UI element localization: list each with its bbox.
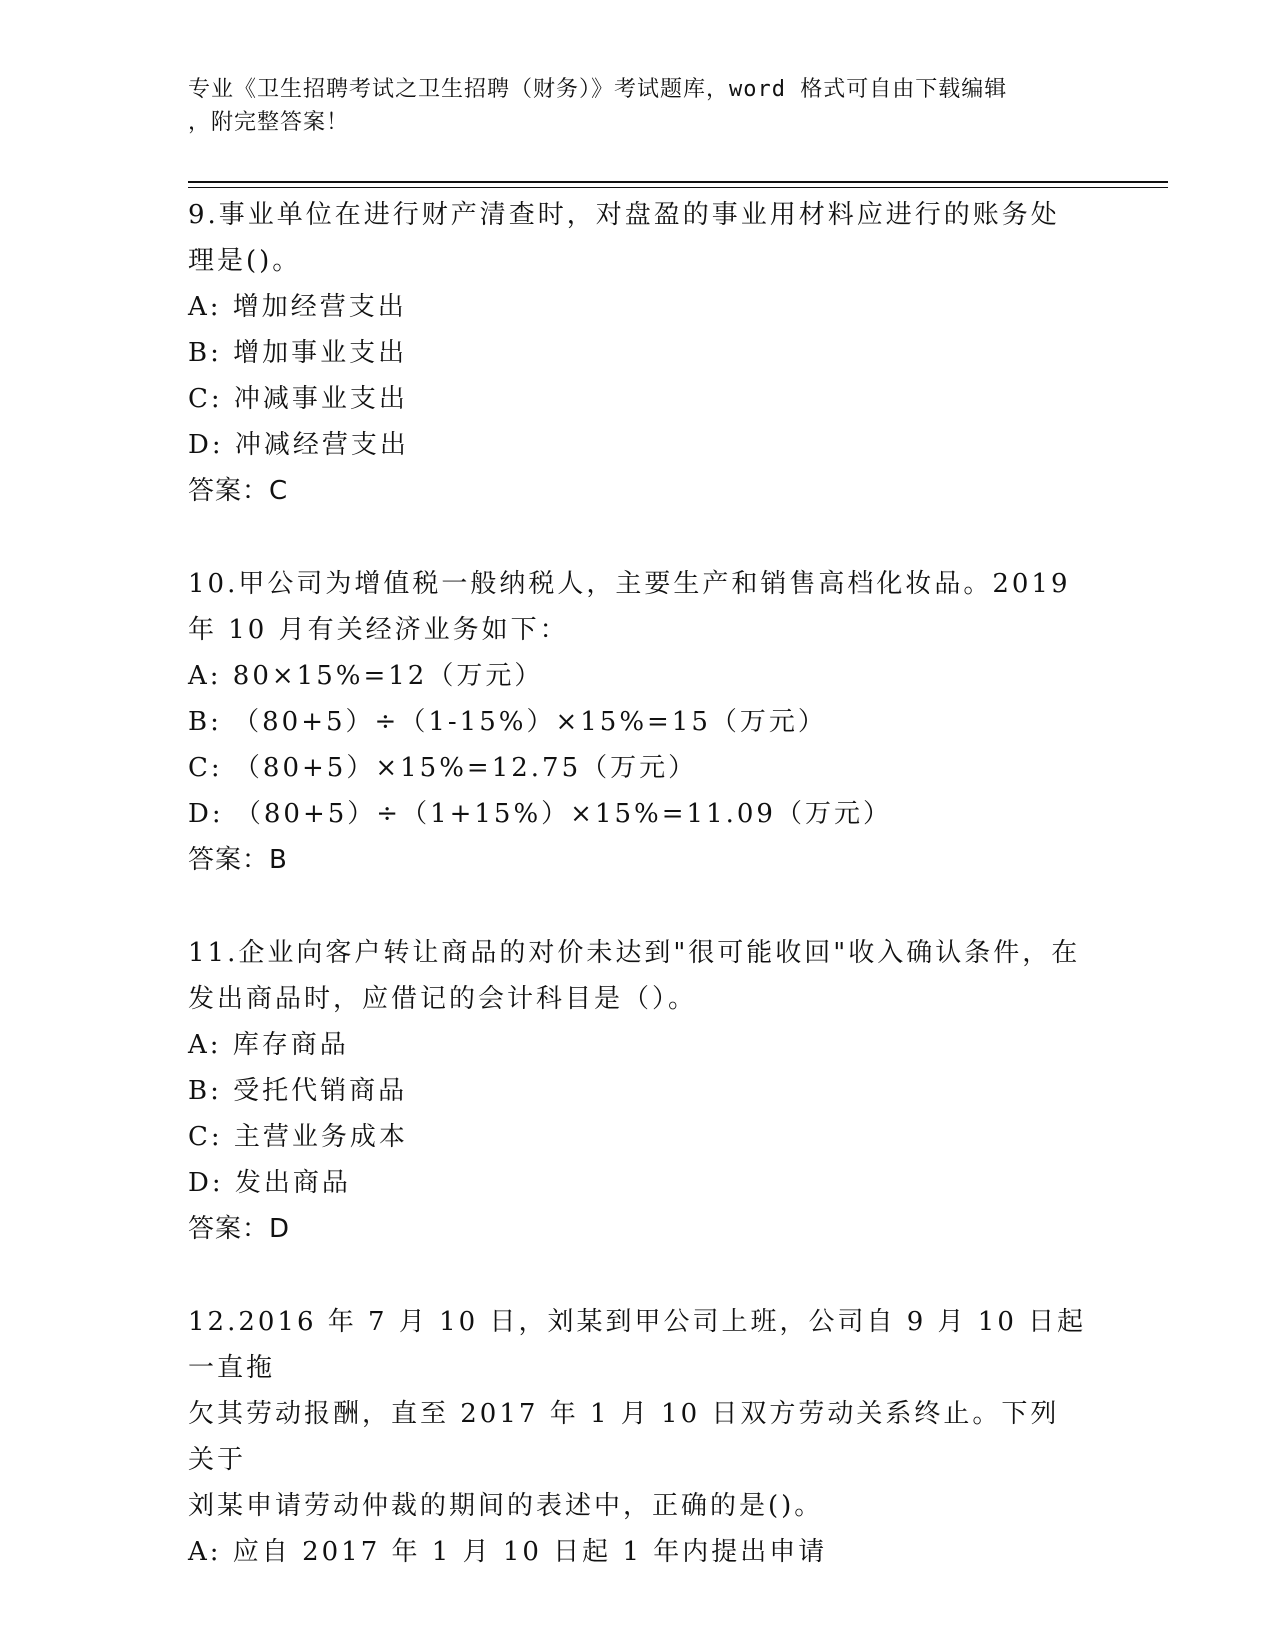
option-c: C: 主营业务成本 bbox=[188, 1122, 408, 1152]
answer-line: 答案：C bbox=[188, 476, 289, 506]
question-stem-line: 12.2016 年 7 月 10 日，刘某到甲公司上班，公司自 9 月 10 日起一直拖 bbox=[188, 1307, 1087, 1383]
option-a: A: 80×15%=12（万元） bbox=[188, 661, 544, 691]
option-b: B: 受托代销商品 bbox=[188, 1076, 408, 1106]
option-d: D: 发出商品 bbox=[188, 1168, 351, 1198]
option-c: C: （80+5）×15%=12.75（万元） bbox=[188, 753, 698, 783]
document-header bbox=[188, 73, 1068, 139]
option-d: D: （80+5）÷（1+15%）×15%=11.09（万元） bbox=[188, 799, 892, 829]
question-stem-line: 11.企业向客户转让商品的对价未达到"很可能收回"收入确认条件，在 bbox=[188, 938, 1081, 968]
option-b: B: 增加事业支出 bbox=[188, 338, 408, 368]
header-divider-thin bbox=[188, 187, 1168, 188]
option-c: C: 冲减事业支出 bbox=[188, 384, 408, 414]
question-11 bbox=[188, 930, 1088, 1252]
question-9 bbox=[188, 192, 1088, 514]
answer-line: 答案：B bbox=[188, 845, 288, 875]
option-a: A: 应自 2017 年 1 月 10 日起 1 年内提出申请 bbox=[188, 1537, 828, 1567]
question-stem-line: 9.事业单位在进行财产清查时，对盘盈的事业用材料应进行的账务处 bbox=[188, 200, 1060, 230]
question-stem-line: 欠其劳动报酬，直至 2017 年 1 月 10 日双方劳动关系终止。下列关于 bbox=[188, 1399, 1060, 1475]
option-d: D: 冲减经营支出 bbox=[188, 430, 409, 460]
option-a: A: 增加经营支出 bbox=[188, 292, 407, 322]
question-stem-line: 10.甲公司为增值税一般纳税人，主要生产和销售高档化妆品。2019 bbox=[188, 569, 1071, 599]
header-line-1: 专业《卫生招聘考试之卫生招聘（财务）》考试题库，word 格式可自由下载编辑 bbox=[188, 77, 1008, 102]
header-line-2: ，附完整答案！ bbox=[188, 110, 350, 135]
header-divider-thick bbox=[188, 181, 1168, 183]
option-a: A: 库存商品 bbox=[188, 1030, 349, 1060]
answer-line: 答案：D bbox=[188, 1214, 291, 1244]
question-12 bbox=[188, 1299, 1088, 1575]
question-stem-line: 年 10 月有关经济业务如下： bbox=[188, 615, 569, 645]
question-stem-line: 刘某申请劳动仲裁的期间的表述中，正确的是()。 bbox=[188, 1491, 824, 1521]
question-10 bbox=[188, 561, 1088, 883]
option-b: B: （80+5）÷（1-15%）×15%=15（万元） bbox=[188, 707, 827, 737]
question-list bbox=[188, 192, 1088, 1622]
question-stem-line: 理是()。 bbox=[188, 246, 302, 276]
question-stem-line: 发出商品时，应借记的会计科目是（）。 bbox=[188, 984, 698, 1014]
